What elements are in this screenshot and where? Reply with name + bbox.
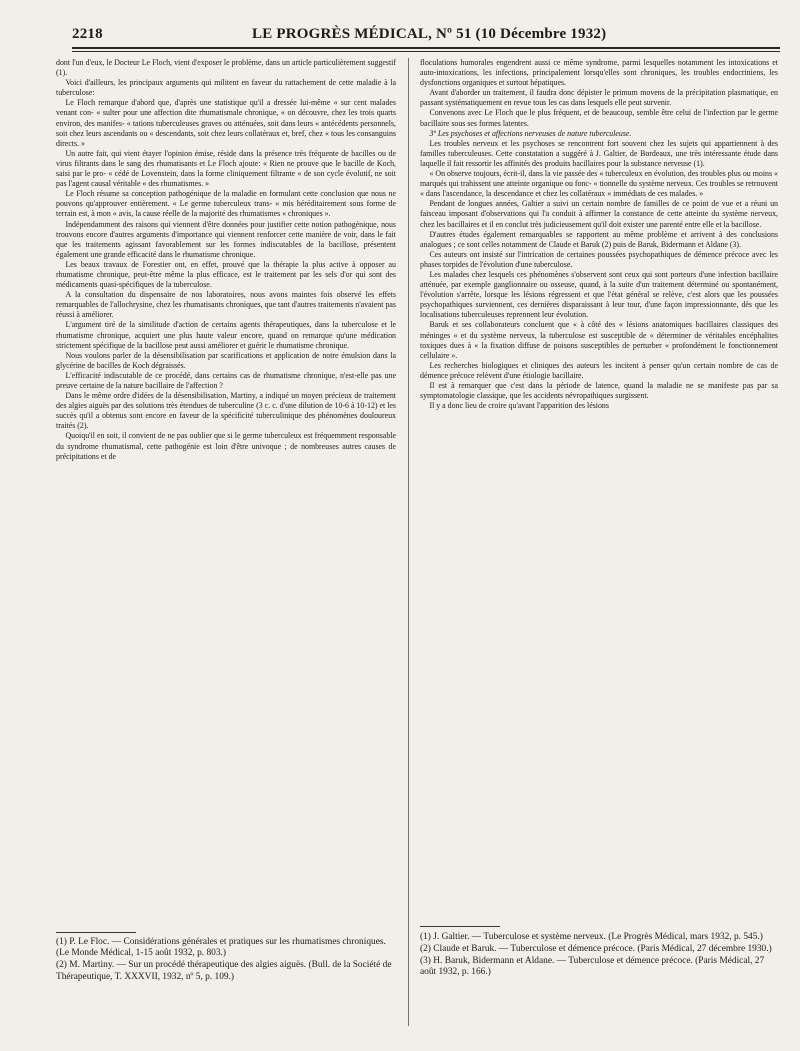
paragraph: dont l'un d'eux, le Docteur Le Floch, vient d'exposer le problème, dans un article particulièrement suggestif (1). <box>56 58 396 78</box>
paragraph: Quoiqu'il en soit, il convient de ne pas oublier que si le germe tuberculeux est fréquemment responsable du syndrome rhumatismal, cette pathogénie est loin d'être univoque ; de nombreuses autres causes de précipitations et de <box>56 431 396 461</box>
paragraph: Convenons avec Le Floch que le plus fréquent, et de beaucoup, semble être celui de l'infection par le germe bacillaire sous ses formes latentes. <box>420 108 778 128</box>
right-footnotes <box>420 932 778 979</box>
paragraph: Un autre fait, qui vient étayer l'opinion émise, réside dans la présence très fréquente de bacilles ou de virus filtrants dans le sang des rhumatisants et Le Floch ajoute: « Rien ne prouve que le bacille de Koch, saisi par le pro- « cédé de Lovenstein, dans la forme cliniquement filtrante « de son cycle évolutif, ne soit pas l'agent causal véritable « des rhumatismes. » <box>56 148 396 189</box>
footnote: (3) H. Baruk, Bidermann et Aldane. — Tuberculose et démence précoce. (Paris Médical, 27 août 1932, p. 166.) <box>420 955 765 978</box>
paragraph: Le Floch résume sa conception pathogénique de la maladie en formulant cette conclusion que nous ne pouvons qu'approuver entièrement. « Le germe tuberculeux trans- « mis héréditairement sous forme de terrain est, à mon « avis, la cause réelle de la majorité des rhumatismes « chroniques ». <box>56 189 396 219</box>
left-column <box>56 58 396 958</box>
footnote: (2) Claude et Baruk. — Tuberculose et démence précoce. (Paris Médical, 27 décembre 1930.) <box>420 943 772 954</box>
paragraph: 3º Les psychoses et affections nerveuses de nature tuberculeuse. <box>429 128 632 138</box>
paragraph: L'efficacité indiscutable de ce procédé, dans certains cas de rhumatisme chronique, n'est-elle pas une preuve certaine de la nature bacillaire de l'affection ? <box>56 370 396 390</box>
journal-title: LE PROGRÈS MÉDICAL, Nº 51 (10 Décembre 1932) <box>252 26 607 42</box>
paragraph: « On observe toujours, écrit-il, dans la vie passée des « tuberculeux en évolution, des troubles plus ou moins « marqués qui trahissent une atteinte organique ou fonc- « tionnelle du système nerveux. Ces troubles se retrouvent « dans l'ascendance, la descendance et chez les collatéraux « immédiats de ces malades. » <box>420 169 778 199</box>
paragraph: Les malades chez lesquels ces phénomènes s'observent sont ceux qui sont porteurs d'une infection bacillaire atténuée, par exemple ganglionnaire ou osseuse, quand, à la suite d'un traitement déterminé ou spontanément, l'évolution s'arrête, lorsque les lésions régressent et que l'état général se relève, c'est alors que les poussées psychopathiques surviennent, ces dernières disparaissant à leur tour, d'une façon impressionnante, dès que les localisations tuberculeuses reprennent leur évolution. <box>420 269 778 320</box>
footnote: (1) J. Galtier. — Tuberculose et système nerveux. (Le Progrès Médical, mars 1932, p. 545.) <box>420 932 763 942</box>
paragraph: L'argument tiré de la similitude d'action de certains agents thérapeutiques, dans la tuberculose et le rhumatisme chronique, acquiert une plus haute valeur encore, quand on remarque qu'une médication strictement spécifique de la bacillose peut aussi améliorer et guérir le rhumatisme chronique. <box>56 320 396 350</box>
paragraph: Pendant de longues années, Galtier a suivi un certain nombre de familles de ce point de vue et a réuni un faisceau imposant d'observations qui l'a conduit à affirmer la constance de cette atteinte du système nerveux, chez les bacillaires et il en conclut très judicieusement qu'il doit exister une parenté entre elle et la bacillose. <box>420 199 778 229</box>
header-rule-thin <box>72 51 780 52</box>
paragraph: Il y a donc lieu de croire qu'avant l'apparition des lésions <box>429 401 609 411</box>
paragraph: Voici d'ailleurs, les principaux arguments qui militent en faveur du rattachement de cette maladie à la tuberculose: <box>56 78 396 98</box>
column-separator <box>408 58 409 1026</box>
header-rule <box>72 47 780 49</box>
paragraph: D'autres études également remarquables se rapportent au même problème et arrivent à des conclusions analogues ; ce sont celles notamment de Claude et Baruk (2) puis de Baruk, Bidermann et Aldane (3). <box>420 229 778 249</box>
page-number: 2218 <box>72 26 103 42</box>
paragraph: Baruk et ses collaborateurs concluent que « à côté des « lésions anatomiques bacillaires classiques des méninges « et du système nerveux, la tuberculose est susceptible de « déterminer de véritables encéphalites toxiques dues à « la fixation diffuse de poisons susceptibles de perturber « profondément le fonctionnement cellulaire ». <box>420 320 778 360</box>
footnote-rule-right <box>420 926 500 927</box>
paragraph: floculations humorales engendrent aussi ce même syndrome, parmi lesquelles notamment les intoxications et auto-intoxications, les infections, principalement lorsqu'elles sont chroniques, les troubles endocriniens, les dysfonctions organiques et surtout hépatiques. <box>420 58 778 88</box>
paragraph: Avant d'aborder un traitement, il faudra donc dépister le primum movens de la précipitation plasmatique, en passant systématiquement en revue tous les cas dans lesquels elle peut survenir. <box>420 88 778 108</box>
paragraph: Indépendamment des raisons qui viennent d'être données pour justifier cette notion pathogénique, nous trouvons encore d'autres arguments d'importance qui viennent renforcer cette manière de voir, dans le fait que les traitements agissant favorablement sur les formes indiscutables de la bacillose, présentent également une grande efficacité dans le rhumatisme chronique. <box>56 219 396 259</box>
paragraph: Il est à remarquer que c'est dans la période de latence, quand la maladie ne se manifeste pas par sa symptomatologie classique, que les accidents névropathiques surgissent. <box>420 381 778 401</box>
left-footnotes <box>56 937 396 984</box>
paragraph: Les troubles nerveux et les psychoses se rencontrent fort souvent chez les sujets qui appartiennent à des familles tuberculeuses. Cette constatation a suggéré à J. Galtier, de Bordeaux, une très intéressante étude dans laquelle il fait ressortir les affinités des produits bacillaires pour la substance nerveuse (1). <box>420 138 778 168</box>
paragraph: Nous voulons parler de la désensibilisation par scarifications et application de notre émulsion dans la glycérine de bacilles de Koch dégraissés. <box>56 350 396 370</box>
paragraph: Les beaux travaux de Forestier ont, en effet, prouvé que la thérapie la plus active à opposer au rhumatisme chronique, peut-être même la plus efficace, est le traitement par les sels d'or qui sont des médicaments quasi-spécifiques de la tuberculose. <box>56 259 396 290</box>
paragraph: Dans le même ordre d'idées de la désensibilisation, Martiny, a indiqué un moyen précieux de traitement des algies aiguës par des solutions très étendues de tuberculine (3 c. c. d'une dilution de 10-6 à 10-12) et les succès qu'il a obtenus sont encore en faveur de la spécificité tuberculinique des phénomènes douloureux traités (2). <box>56 391 396 431</box>
paragraph: A la consultation du dispensaire de nos laboratoires, nous avons maintes fois observé les effets remarquables de l'allochrysine, chez les rhumatisants chroniques, que tant d'autres traitements n'avaient pas réussi à améliorer. <box>56 290 396 320</box>
paragraph: Le Floch remarque d'abord que, d'après une statistique qu'il a dressée lui-même « sur cent malades venant con- « sulter pour une affection dite rhumatismale chronique, « on découvre, chez les trois quarts environ, des manifes- « tations tuberculeuses graves ou atténuées, soit dans leurs « antécédents personnels, soit chez leurs ascendants ou « descendants, soit chez leurs collatéraux et, bref, chez « tous les consanguins directs. » <box>56 98 396 148</box>
footnote: (2) M. Martiny. — Sur un procédé thérapeutique des algies aiguës. (Bull. de la Société de Thérapeutique, T. XXXVII, 1932, nº 5, p. 109.) <box>56 960 392 982</box>
footnote-rule-left <box>56 932 136 933</box>
right-column <box>420 58 778 926</box>
paragraph: Ces auteurs ont insisté sur l'intrication de certaines poussées psychopathiques de démence précoce avec les phases torpides de l'évolution d'une tuberculose. <box>420 249 778 269</box>
running-header <box>72 26 780 48</box>
paragraph: Les recherches biologiques et cliniques des auteurs les incitent à penser qu'un certain nombre de cas de démence précoce relèvent d'une étiologie bacillaire. <box>420 360 778 380</box>
footnote: (1) P. Le Floc. — Considérations générales et pratiques sur les rhumatismes chroniques. (Le Monde Médical, 1-15 août 1932, p. 803.) <box>56 937 386 959</box>
